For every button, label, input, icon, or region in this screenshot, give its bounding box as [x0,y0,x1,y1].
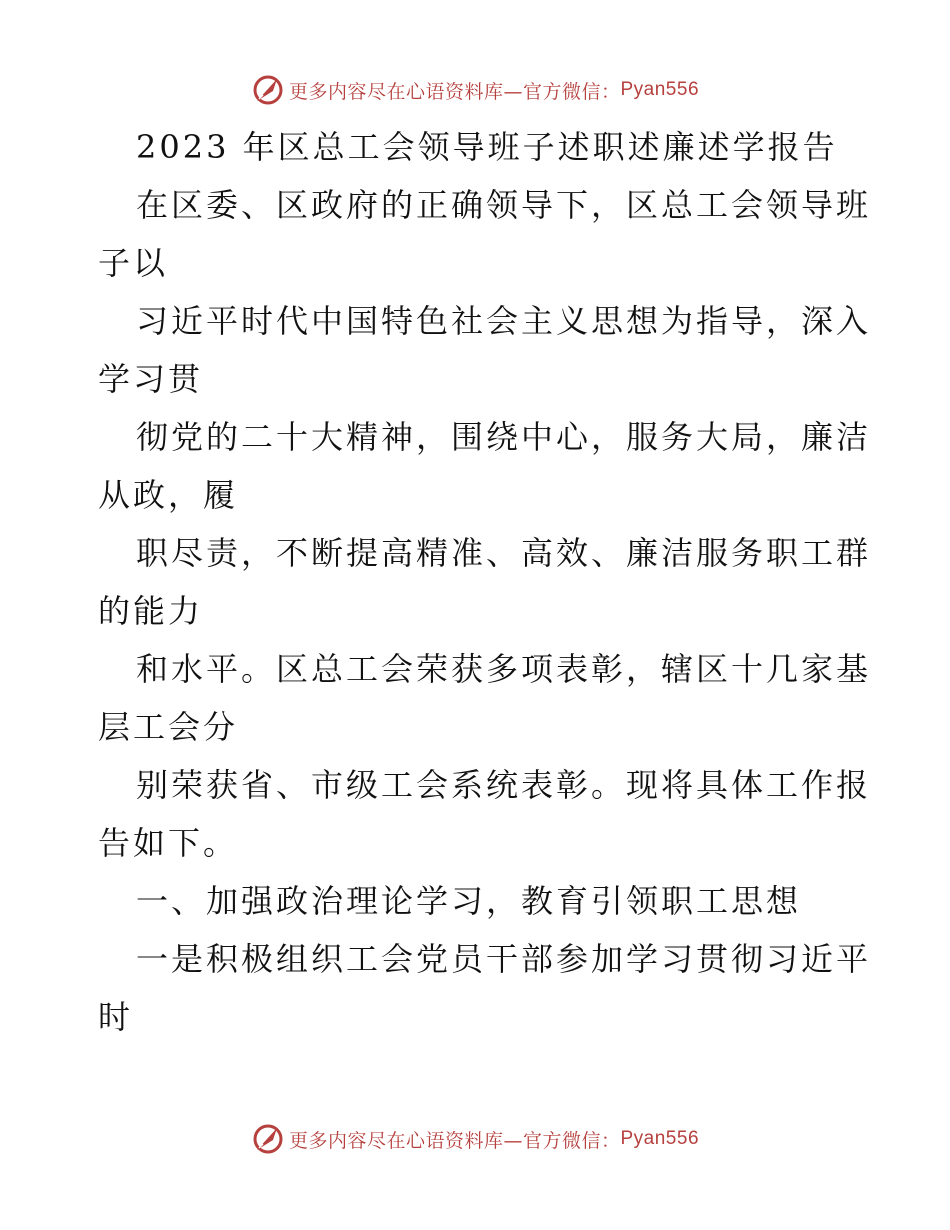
watermark-text: 更多内容尽在心语资料库—官方微信： [288,1129,621,1152]
doc-line: 学习贯 [98,360,204,398]
doc-line: 习近平时代中国特色社会主义思想为指导，深入 [136,302,872,340]
quill-logo-icon [251,1122,285,1156]
doc-line: 子以 [98,244,169,282]
footer-watermark [0,1119,950,1159]
doc-line: 告如下。 [98,824,239,862]
doc-line: 时 [98,998,134,1036]
doc-line: 职尽责，不断提高精准、高效、廉洁服务职工群 [136,534,872,572]
doc-line: 别荣获省、市级工会系统表彰。现将具体工作报 [136,766,872,804]
doc-line: 在区委、区政府的正确领导下，区总工会领导班 [136,186,872,224]
watermark-code: Pyan556 [620,79,700,100]
doc-line: 的能力 [98,592,204,630]
doc-line: 从政，履 [98,476,239,514]
doc-line: 层工会分 [98,708,239,746]
doc-line: 彻党的二十大精神，围绕中心，服务大局，廉洁 [136,418,872,456]
doc-line: 和水平。区总工会荣获多项表彰，辖区十几家基 [136,650,872,688]
doc-title: 2023 年区总工会领导班子述职述廉述学报告 [136,128,838,166]
watermark-code: Pyan556 [620,1128,700,1149]
doc-line: 一是积极组织工会党员干部参加学习贯彻习近平 [136,940,872,978]
document-body [98,118,872,1046]
quill-logo-icon [251,73,285,107]
header-watermark [0,70,950,110]
section-heading: 一、加强政治理论学习，教育引领职工思想 [136,882,802,920]
watermark-text: 更多内容尽在心语资料库—官方微信： [288,80,621,103]
